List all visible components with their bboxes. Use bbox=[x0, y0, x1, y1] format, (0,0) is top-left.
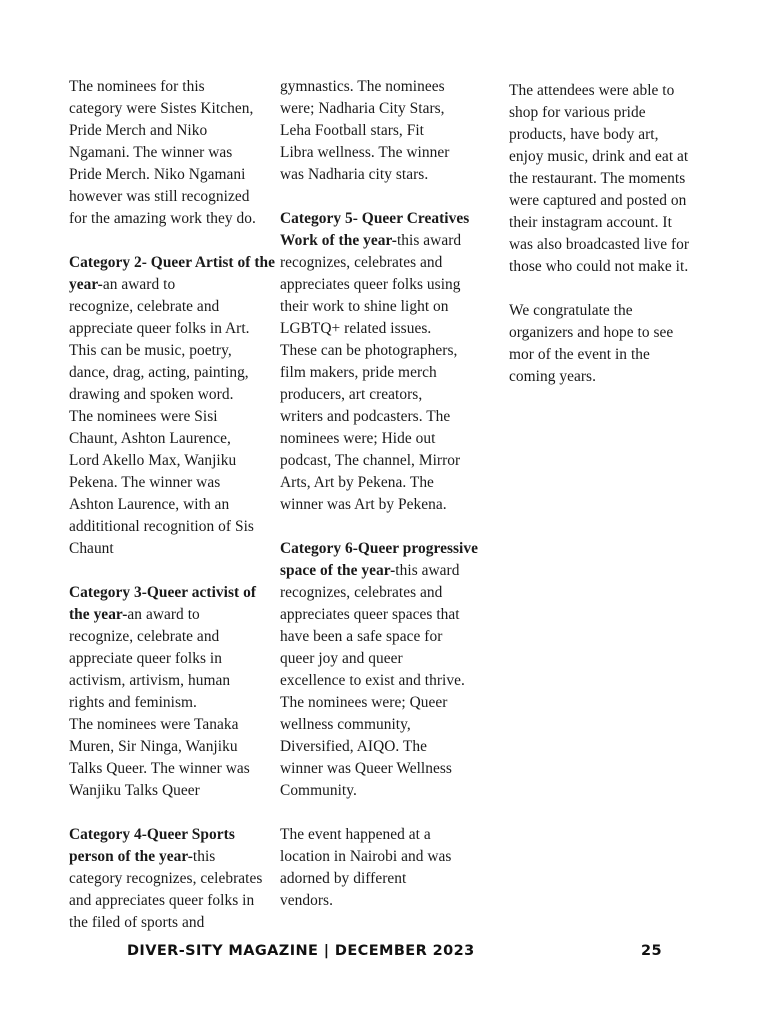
text-line: LGBTQ+ related issues. bbox=[280, 320, 432, 337]
category-heading: Category 3-Queer activist of the year- bbox=[69, 584, 257, 623]
category-paragraph bbox=[280, 538, 486, 802]
text-line: Libra wellness. The winner bbox=[280, 144, 450, 161]
text-line: appreciate queer folks in Art. bbox=[69, 320, 250, 337]
text-line: appreciates queer folks using bbox=[280, 276, 461, 293]
text-line: were; Nadharia City Stars, bbox=[280, 100, 445, 117]
text-line: dance, drag, acting, painting, bbox=[69, 364, 249, 381]
text-line: Diversified, AIQO. The bbox=[280, 738, 427, 755]
text-line: We congratulate the bbox=[509, 302, 633, 319]
text-line: Chaunt, Ashton Laurence, bbox=[69, 430, 231, 447]
body-paragraph bbox=[69, 76, 277, 230]
text-line: category recognizes, celebrates bbox=[69, 870, 263, 887]
text-line: winner was Art by Pekena. bbox=[280, 496, 447, 513]
text-line: appreciate queer folks in bbox=[69, 650, 222, 667]
category-heading: Category 5- Queer Creatives Work of the year- bbox=[280, 210, 470, 249]
text-line: the restaurant. The moments bbox=[509, 170, 686, 187]
text-line: enjoy music, drink and eat at bbox=[509, 148, 689, 165]
text-line: organizers and hope to see bbox=[509, 324, 674, 341]
text-line: shop for various pride bbox=[509, 104, 646, 121]
category-paragraph bbox=[69, 582, 277, 802]
text-line: mor of the event in the bbox=[509, 346, 650, 363]
text-line: recognizes, celebrates and bbox=[280, 584, 443, 601]
category-heading: Category 6-Queer progressive space of the year- bbox=[280, 540, 479, 579]
body-paragraph bbox=[509, 300, 709, 388]
text-line: however was still recognized bbox=[69, 188, 250, 205]
text-line: queer joy and queer bbox=[280, 650, 403, 667]
text-line: writers and podcasters. The bbox=[280, 408, 451, 425]
text-line: vendors. bbox=[280, 892, 333, 909]
text-line: The nominees for this bbox=[69, 78, 205, 95]
text-line: coming years. bbox=[509, 368, 596, 385]
text-line: excellence to exist and thrive. bbox=[280, 672, 465, 689]
text-line: drawing and spoken word. bbox=[69, 386, 234, 403]
body-paragraph bbox=[280, 824, 486, 912]
text-line: wellness community, bbox=[280, 716, 411, 733]
text-line: nominees were; Hide out bbox=[280, 430, 436, 447]
text-line: products, have body art, bbox=[509, 126, 659, 143]
text-line: recognize, celebrate and bbox=[69, 628, 220, 645]
category-heading: Category 2- Queer Artist of the year- bbox=[69, 254, 275, 293]
text-line: recognizes, celebrates and bbox=[280, 254, 443, 271]
text-line: Community. bbox=[280, 782, 357, 799]
text-line: and appreciates queer folks in bbox=[69, 892, 255, 909]
text-line: rights and feminism. bbox=[69, 694, 197, 711]
text-line: an award to bbox=[102, 276, 176, 293]
text-line: podcast, The channel, Mirror bbox=[280, 452, 461, 469]
text-line: was also broadcasted live for bbox=[509, 236, 690, 253]
text-line: adorned by different bbox=[280, 870, 407, 887]
text-line: this award bbox=[395, 562, 460, 579]
text-line: this award bbox=[396, 232, 462, 249]
category-paragraph bbox=[69, 252, 277, 560]
text-line: Ashton Laurence, with an bbox=[69, 496, 230, 513]
category-paragraph bbox=[280, 208, 486, 516]
text-column-3 bbox=[509, 80, 709, 388]
text-line: The nominees were Tanaka bbox=[69, 716, 239, 733]
text-column-2 bbox=[280, 76, 486, 912]
category-heading: Category 4-Queer Sports person of the year- bbox=[69, 826, 235, 865]
text-line: Wanjiku Talks Queer bbox=[69, 782, 200, 799]
body-paragraph bbox=[280, 76, 486, 186]
text-line: recognize, celebrate and bbox=[69, 298, 220, 315]
text-line: location in Nairobi and was bbox=[280, 848, 452, 865]
text-line: Arts, Art by Pekena. The bbox=[280, 474, 434, 491]
text-line: This can be music, poetry, bbox=[69, 342, 232, 359]
text-line: These can be photographers, bbox=[280, 342, 458, 359]
text-line: The attendees were able to bbox=[509, 82, 675, 99]
page-number: 25 bbox=[641, 943, 662, 959]
text-line: Pekena. The winner was bbox=[69, 474, 221, 491]
text-line: their instagram account. It bbox=[509, 214, 672, 231]
text-column-1 bbox=[69, 76, 277, 934]
page-footer bbox=[127, 940, 687, 962]
text-line: for the amazing work they do. bbox=[69, 210, 256, 227]
text-line: appreciates queer spaces that bbox=[280, 606, 460, 623]
text-line: Pride Merch and Niko bbox=[69, 122, 208, 139]
text-line: this bbox=[192, 848, 216, 865]
text-line: category were Sistes Kitchen, bbox=[69, 100, 254, 117]
text-line: Pride Merch. Niko Ngamani bbox=[69, 166, 246, 183]
text-line: The nominees were; Queer bbox=[280, 694, 448, 711]
text-line: those who could not make it. bbox=[509, 258, 689, 275]
text-line: Chaunt bbox=[69, 540, 114, 557]
text-line: addititional recognition of Sis bbox=[69, 518, 254, 535]
text-line: Ngamani. The winner was bbox=[69, 144, 233, 161]
category-paragraph bbox=[69, 824, 277, 934]
text-line: were captured and posted on bbox=[509, 192, 687, 209]
text-line: Lord Akello Max, Wanjiku bbox=[69, 452, 237, 469]
text-line: winner was Queer Wellness bbox=[280, 760, 452, 777]
text-line: the filed of sports and bbox=[69, 914, 205, 931]
text-line: gymnastics. The nominees bbox=[280, 78, 445, 95]
text-line: Muren, Sir Ninga, Wanjiku bbox=[69, 738, 238, 755]
text-line: their work to shine light on bbox=[280, 298, 449, 315]
footer-publication-label: DIVER-SITY MAGAZINE | DECEMBER 2023 bbox=[127, 943, 475, 959]
text-line: have been a safe space for bbox=[280, 628, 443, 645]
text-line: Talks Queer. The winner was bbox=[69, 760, 250, 777]
body-paragraph bbox=[509, 80, 709, 278]
text-line: The nominees were Sisi bbox=[69, 408, 218, 425]
text-line: activism, artivism, human bbox=[69, 672, 231, 689]
text-line: Leha Football stars, Fit bbox=[280, 122, 424, 139]
text-line: The event happened at a bbox=[280, 826, 431, 843]
text-line: film makers, pride merch bbox=[280, 364, 437, 381]
text-line: producers, art creators, bbox=[280, 386, 423, 403]
text-line: was Nadharia city stars. bbox=[280, 166, 429, 183]
text-line: an award to bbox=[127, 606, 200, 623]
